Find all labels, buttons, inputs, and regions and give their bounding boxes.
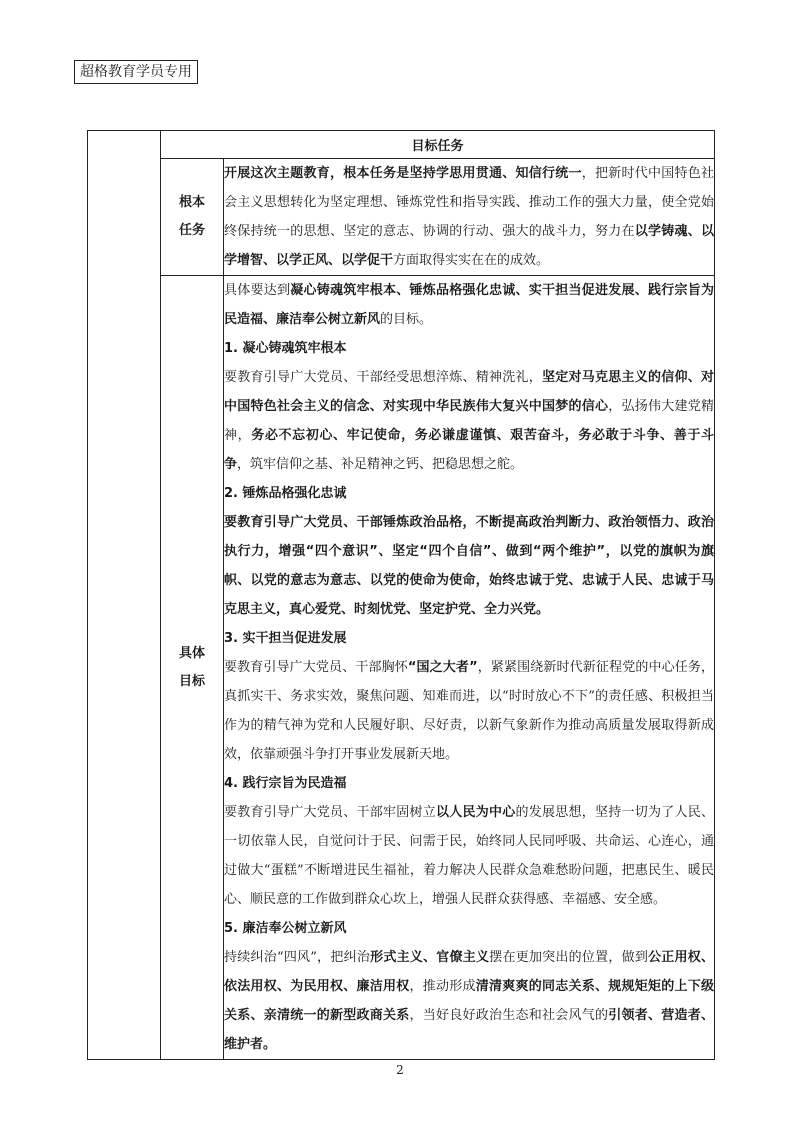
goal-section-run: 摆在更加突出的位置，做到: [489, 950, 649, 965]
goal-section-body: [224, 508, 714, 624]
goal-section-title: 5. 廉洁奉公树立新风: [224, 921, 347, 936]
goal-section-body: [224, 798, 714, 914]
goal-section-title: 3. 实干担当促进发展: [224, 631, 347, 646]
basic-task-run: 方面取得实实在在的成效。: [393, 253, 550, 268]
goal-section-run: 要教育引导广大党员、干部锤炼政治品格，不断提高政治判断力、政治领悟力、政治执行力，增强“四个意识”、坚定“四个自信”、做到“两个维护”，以党的旗帜为旗帜、以党的意志为意志、以党的使命为使命，始终忠诚于党、忠诚于人民、忠诚于马克思主义，真心爱党、时刻忧党、坚定护党、全力兴党。: [224, 515, 715, 617]
goal-section-title: 4. 践行宗旨为民造福: [224, 776, 347, 791]
target-task-table: [87, 130, 715, 1060]
goal-section-run: “国之大者”: [407, 660, 478, 675]
goal-section-run: 务必不忘初心、牢记使命，务必谦虚谨慎、艰苦奋斗，务必敢于斗争、善于斗争: [224, 428, 714, 472]
basic-task-label: [161, 159, 224, 276]
goal-intro-run: 具体要达到: [224, 283, 291, 298]
basic-task-run: ，把新时代中国特色社会主义思想转化为坚定理想、锤炼党性和指导实践、推动工作的强大力量，使全党始终保持统一的思想、坚定的意志、协调的行动、强大的战斗力，努力在: [224, 166, 715, 239]
specific-goal-label: [161, 276, 224, 1060]
goal-section-run: 的发展思想，坚持一切为了人民、一切依靠人民，自觉问计于民、问需于民，始终同人民同呼吸、共命运、心连心，通过做大“蛋糕”不断增进民生福祉，着力解决人民群众急难愁盼问题，把惠民生、暖民心、顺民意的工作做到群众心坎上，增强人民群众获得感、幸福感、安全感。: [224, 805, 715, 907]
goal-section-run: 以人民为中心: [436, 805, 516, 820]
goal-section-run: ，当好良好政治生态和社会风气的: [409, 1008, 609, 1023]
basic-task-label-text: 根本 任务: [178, 195, 205, 238]
goal-intro-text: [224, 276, 714, 334]
goal-section-run: 持续纠治“四风”，把纠治: [224, 950, 371, 965]
goal-section-body: [224, 943, 714, 1059]
basic-task-text: [224, 159, 714, 275]
goal-section-run: 形式主义、官僚主义: [370, 950, 490, 965]
page-number: 2: [396, 1063, 404, 1077]
goal-section-run: ，推动形成: [409, 979, 476, 994]
goal-intro-run: 凝心铸魂筑牢根本、锤炼品格强化忠诚、实干担当促进发展、践行宗旨为民造福、廉洁奉公树立新风: [224, 283, 714, 327]
goal-section-run: 引领者、营造者、维护者。: [224, 1008, 714, 1052]
goal-section-run: 公正用权、依法用权、为民用权、廉洁用权: [224, 950, 715, 994]
goal-sections: [224, 334, 714, 1059]
goal-section-run: 要教育引导广大党员、干部经受思想淬炼、精神洗礼，: [224, 370, 542, 385]
goal-section-title: 1. 凝心铸魂筑牢根本: [224, 341, 347, 356]
specific-goal-label-text: 具体 目标: [178, 645, 205, 689]
goal-section-run: 清清爽爽的同志关系、规规矩矩的上下级关系、亲清统一的新型政商关系: [224, 979, 714, 1023]
specific-goal-content: [224, 276, 715, 1060]
goal-section-run: ，弘扬伟大建党精神，: [224, 399, 714, 443]
goal-section-run: 坚定对马克思主义的信仰、对中国特色社会主义的信念、对实现中华民族伟大复兴中国梦的信心: [224, 370, 714, 414]
basic-task-content: [224, 159, 715, 276]
goal-section-run: 要教育引导广大党员、干部胸怀: [224, 660, 408, 675]
watermark-label: 超格教育学员专用: [74, 60, 198, 84]
goal-section-title: 2. 锤炼品格强化忠诚: [224, 486, 347, 501]
goal-intro-run: 的目标。: [380, 312, 433, 327]
basic-task-run: 开展这次主题教育，根本任务是坚持学思用贯通、知信行统一: [224, 166, 582, 181]
table-header: 目标任务: [161, 131, 715, 159]
goal-section-body: [224, 653, 714, 769]
goal-section-run: 要教育引导广大党员、干部牢固树立: [224, 805, 436, 820]
basic-task-run: 以学铸魂、以学增智、以学正风、以学促干: [224, 224, 714, 268]
goal-section-body: [224, 363, 714, 479]
goal-section-run: ，紧紧围绕新时代新征程党的中心任务，真抓实干、务求实效，聚焦问题、知难而进，以“时时放心不下”的责任感、积极担当作为的精气神为党和人民履好职、尽好责，以新气象新作为推动高质量发展取得新成效，依靠顽强斗争打开事业发展新天地。: [224, 660, 715, 762]
goal-section-run: ，筑牢信仰之基、补足精神之钙、把稳思想之舵。: [237, 457, 524, 472]
blank-left-column: [88, 131, 161, 1060]
